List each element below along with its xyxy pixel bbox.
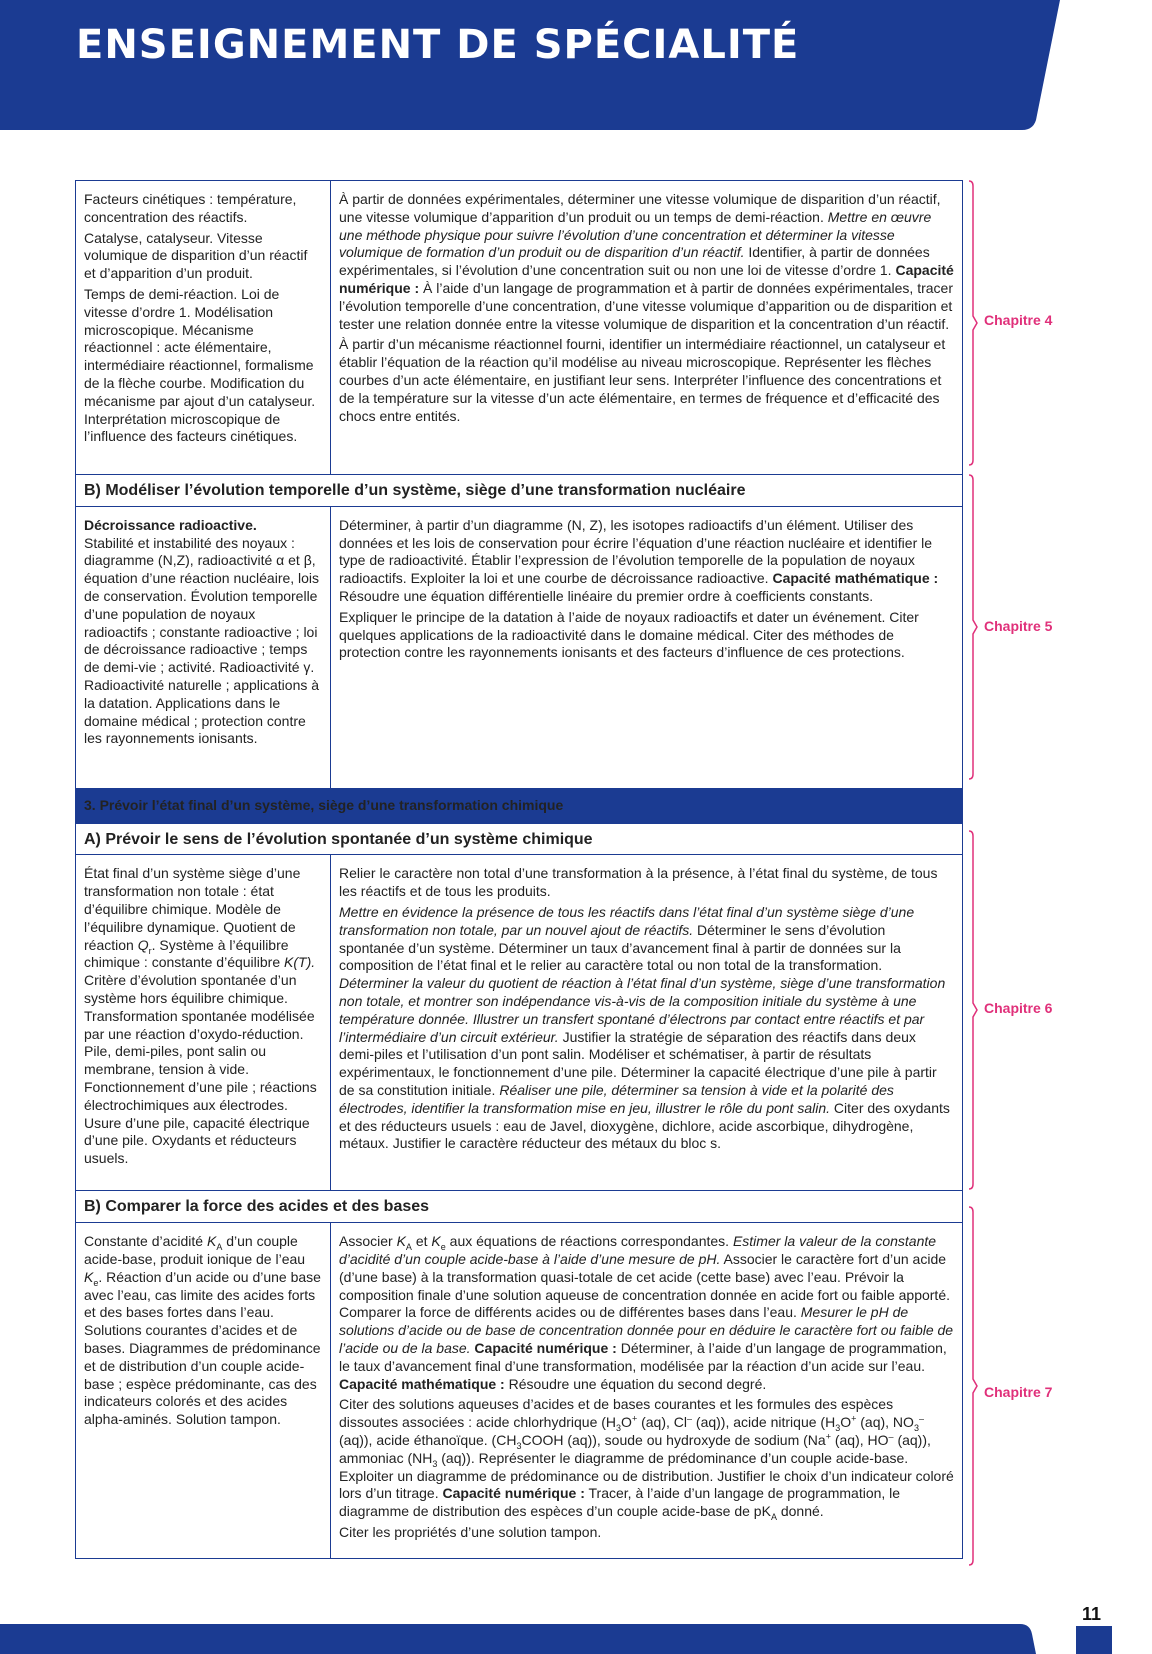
chapter-label: Chapitre 5 — [984, 618, 1053, 634]
section-title: 3. Prévoir l’état final d’un système, siège d’une transformation chimique — [76, 788, 963, 823]
subscript: e — [440, 1241, 446, 1252]
skills-text: Associer le caractère fort d’un acide (d’une base) à la transformation quasi-totale de cet acide (cette base) avec l’eau. Prévoir la composition finale d’une solution aqueuse de concentration donnée en acide fort ou faible apporté. Comparer la force de différents acides ou de différentes bases dans l’eau. — [339, 1250, 950, 1321]
symbol: K — [396, 1233, 406, 1250]
skills-text: Citer des oxydants et des réducteurs usuels : eau de Javel, dioxygène, dichlore, acide ascorbique, dihydrogène, métaux. Justifier le caractère réducteur des métaux du bloc s. — [339, 1099, 950, 1152]
skills-text: O — [840, 1414, 852, 1431]
table-row — [76, 1223, 963, 1559]
chapter-bracket — [968, 830, 978, 1190]
subscript: 3 — [516, 1440, 522, 1451]
subscript: e — [93, 1277, 99, 1288]
subsection-row — [76, 823, 963, 855]
skills-text: aux équations de réactions correspondantes. — [445, 1233, 733, 1250]
skills-text: Déterminer, à partir d’un diagramme (N, Z), les isotopes radioactifs d’un élément. Utiliser des données et les lois de conservation pour écrire l’équation d’une réaction nucléaire et identifier le type de radioactivité. Établir l’expression de l’évolution temporelle de la population de noyaux radioactifs. Exploiter la loi et une courbe de décroissance radioactive. — [339, 516, 933, 587]
knowledge-text: . Système à l’équilibre chimique : constante d’équilibre — [84, 936, 289, 971]
skills-text: Résoudre une équation différentielle linéaire du premier ordre à coefficients constants. — [339, 587, 874, 604]
chapter-label: Chapitre 7 — [984, 1384, 1053, 1400]
subscript: A — [405, 1241, 412, 1252]
knowledge-text: Stabilité et instabilité des noyaux : diagramme (N,Z), radioactivité α et β, équation d’une réaction nucléaire, lois de conservation. Évolution temporelle d’une population de noyaux radioactifs ; constante radioactive ; loi de décroissance radioactive ; temps de demi-vie ; activité. Radioactivité γ. Radioactivité naturelle ; applications à la datation. Applications dans le domaine médical ; protection contre les rayonnements ionisants. — [84, 534, 320, 747]
symbol: Q — [137, 936, 149, 953]
footer-band — [0, 1624, 1152, 1654]
skills-text: Déterminer, à l’aide d’un langage de programmation, le taux d’avancement final d’une transformation, modélisée par la réaction d’un acide sur l’eau. — [339, 1339, 947, 1374]
table-row — [76, 855, 963, 1191]
subscript: r — [148, 945, 152, 956]
skills-text: Tracer, à l’aide d’un langage de programmation, le diagramme de distribution des espèces d’un couple acide-base de pK — [339, 1485, 901, 1520]
knowledge-text: Critère d’évolution spontanée d’un système hors équilibre chimique. Transformation spontanée modélisée par une réaction d’oxydo-réduction. Pile, demi-piles, pont salin ou membrane, tension à vide. Fonctionnement d’une pile ; réactions électrochimiques aux électrodes. Usure d’une pile, capacité électrique d’une pile. Oxydants et réducteurs usuels. — [84, 972, 317, 1167]
capacity-label: Capacité mathématique : — [772, 570, 939, 587]
table-row — [76, 181, 963, 475]
skills-text: Identifier, à partir de données expérimentales, si l’évolution d’une concentration suit ou non une loi de vitesse d’ordre 1. — [339, 244, 930, 279]
symbol: K — [206, 1233, 217, 1250]
knowledge-cell — [76, 855, 331, 1191]
skills-text: À l’aide d’un langage de programmation et à partir de données expérimentales, tracer l’évolution temporelle d’une concentration, d’une vitesse volumique d’apparition ou de disparition et tester une relation donnée entre la vitesse volumique de disparition et la concentration d’un réactif. — [339, 279, 953, 332]
knowledge-cell — [76, 181, 331, 475]
subsection-row — [76, 475, 963, 507]
subscript: A — [216, 1241, 223, 1252]
page-number: 11 — [1082, 1604, 1102, 1624]
table-row — [76, 506, 963, 788]
skills-text: COOH (aq)), soude ou hydroxyde de sodium (Na — [521, 1431, 826, 1448]
subscript: 3 — [835, 1422, 841, 1433]
skills-paragraph — [339, 1233, 954, 1393]
skills-text: Citer des solutions aqueuses d’acides et de bases courantes et les formules des espèces dissoutes associées : acide chlorhydrique (H — [339, 1396, 894, 1431]
skills-text: donné. — [776, 1503, 824, 1520]
skills-cell — [331, 506, 963, 788]
skills-paragraph: À partir d’un mécanisme réactionnel fourni, identifier un intermédiaire réactionnel, un catalyseur et établir l’équation de la réaction qu’il modélise au niveau microscopique. Représenter les flèches courbes d’un acte élémentaire, en justifiant leur sens. Interpréter l’influence des concentrations et de la température sur la vitesse d’un acte élémentaire, en termes de fréquence et d’efficacité des chocs entre entités. — [339, 336, 946, 424]
skills-text: Résoudre une équation du second degré. — [504, 1375, 767, 1392]
skills-activity: Mettre en évidence la présence de tous les réactifs dans l’état final d’un système siège d’une transformation non totale, par un nouvel ajout de réactifs. — [339, 903, 915, 938]
knowledge-cell — [76, 506, 331, 788]
skills-text: (aq)), ammoniac (NH — [339, 1431, 931, 1466]
skills-text: À partir de données expérimentales, déterminer une vitesse volumique de disparition d’un réactif, une vitesse volumique d’apparition d’un produit ou un temps de demi-réaction. — [339, 191, 941, 225]
skills-paragraph: Citer les propriétés d’une solution tampon. — [339, 1523, 602, 1540]
superscript: + — [631, 1413, 638, 1424]
skills-text: (aq)), acide éthanoïque. (CH — [339, 1431, 517, 1448]
skills-paragraph — [339, 1396, 954, 1521]
subsection-title: B) Modéliser l’évolution temporelle d’un système, siège d’une transformation nucléaire — [76, 475, 963, 507]
chapter-bracket — [968, 180, 978, 466]
skills-activity: Estimer la valeur de la constante d’acidité d’un couple acide-base à l’aide d’une mesure de pH. — [339, 1233, 937, 1267]
skills-text: O — [621, 1414, 632, 1431]
subsection-title: B) Comparer la force des acides et des bases — [76, 1191, 963, 1223]
subscript: 3 — [616, 1422, 622, 1433]
chapter-label: Chapitre 4 — [984, 312, 1053, 328]
superscript: – — [918, 1413, 924, 1424]
skills-activity: Réaliser une pile, déterminer sa tension à vide et la polarité des électrodes, identifier la transformation mise en jeu, illustrer le rôle du pont salin. — [339, 1081, 894, 1116]
skills-paragraph — [339, 191, 954, 333]
knowledge-cell — [76, 1223, 331, 1559]
skills-paragraph: Relier le caractère non total d’une transformation à la présence, à l’état final du système, de tous les réactifs et de tous les produits. — [339, 865, 938, 900]
subscript: A — [770, 1511, 777, 1522]
skills-paragraph — [339, 904, 954, 1153]
subsection-row — [76, 1191, 963, 1223]
symbol: K(T). — [284, 954, 316, 971]
skills-activity: Mettre en œuvre une méthode physique pour suivre l’évolution d’une concentration et déterminer la vitesse volumique de formation d’un produit ou de disparition d’un réactif. — [339, 208, 932, 261]
symbol: K — [431, 1233, 441, 1250]
skills-paragraph: Expliquer le principe de la datation à l’aide de noyaux radioactifs et dater un événement. Citer quelques applications de la radioactivité dans le domaine médical. Citer des méthodes de protection contre les rayonnements ionisants et des facteurs d’influence de ces protections. — [339, 608, 919, 661]
skills-text: (aq), Cl — [637, 1414, 687, 1431]
skills-text: Justifier la stratégie de séparation des réactifs dans deux demi-piles et l’utilisation d’un pont salin. Modéliser et schématiser, à partir de résultats expérimentaux, le fonctionnement d’une pile. Déterminer la capacité électrique d’une pile à partir de sa constitution initiale. — [339, 1028, 937, 1098]
knowledge-text: Catalyse, catalyseur. Vitesse volumique de disparition d’un réactif et d’apparition d’un produit. — [84, 229, 308, 282]
program-table — [75, 180, 963, 1559]
symbol: K — [84, 1268, 94, 1285]
skills-paragraph — [339, 517, 954, 606]
skills-activity: Déterminer la valeur du quotient de réaction à l’état final d’un système, siège d’une transformation non totale, et montrer son indépendance vis-à-vis de la composition initiale du système à une température donnée. Illustrer un transfert spontané d’électrons par contact entre réactifs et par l’intermédiaire d’un circuit extérieur. — [339, 975, 946, 1045]
superscript: – — [888, 1431, 894, 1442]
capacity-label: Capacité numérique : — [442, 1485, 585, 1502]
section-row — [76, 788, 963, 823]
skills-activity: Mesurer le pH de solutions d’acide ou de base de concentration donnée pour en déduire le caractère fort ou faible de l’acide ou de la base. — [339, 1304, 954, 1356]
skills-text: (aq)), acide nitrique (H — [692, 1414, 836, 1431]
chapter-bracket — [968, 474, 978, 780]
skills-text: (aq)). Représenter le diagramme de prédominance d’un couple acide-base. Exploiter un diagramme de prédominance ou de distribution. Justifier le choix d’un indicateur coloré lors d’un titrage. — [339, 1449, 954, 1502]
skills-text: et — [411, 1233, 432, 1250]
skills-cell — [331, 181, 963, 475]
skills-text: Associer — [339, 1233, 397, 1250]
capacity-label: Capacité numérique : — [339, 262, 954, 296]
knowledge-text: . Réaction d’un acide ou d’une base avec l’eau, cas limite des acides forts et des bases fortes dans l’eau. Solutions courantes d’acides et de bases. Diagrammes de prédominance et de distribution d’un couple acide-base ; espèce prédominante, cas des indicateurs colorés et des acides alpha-aminés. Solution tampon. — [84, 1268, 321, 1428]
superscript: – — [687, 1413, 693, 1424]
skills-cell — [331, 1223, 963, 1559]
subsection-title: A) Prévoir le sens de l’évolution spontanée d’un système chimique — [76, 823, 963, 855]
knowledge-text: d’un couple acide-base, produit ionique de l’eau — [84, 1233, 306, 1267]
knowledge-text: Facteurs cinétiques : température, concentration des réactifs. — [84, 191, 297, 225]
subscript: 3 — [432, 1458, 438, 1469]
knowledge-text: État final d’un système siège d’une transformation non totale : état d’équilibre chimique. Modèle de l’équilibre dynamique. Quotient de réaction — [84, 865, 301, 953]
skills-text: (aq), HO — [830, 1431, 889, 1448]
knowledge-heading: Décroissance radioactive. — [84, 516, 257, 533]
knowledge-text: Constante d’acidité — [84, 1233, 207, 1250]
knowledge-text: Temps de demi-réaction. Loi de vitesse d’ordre 1. Modélisation microscopique. Mécanisme réactionnel : acte élémentaire, intermédiaire réactionnel, formalisme de la flèche courbe. Modification du mécanisme par ajout d’un catalyseur. Interprétation microscopique de l’influence des facteurs cinétiques. — [84, 285, 316, 445]
page-title: ENSEIGNEMENT DE SPÉCIALITÉ — [76, 22, 800, 68]
capacity-label: Capacité numérique : — [470, 1339, 617, 1356]
superscript: + — [825, 1431, 831, 1442]
chapter-label: Chapitre 6 — [984, 1000, 1053, 1016]
capacity-label: Capacité mathématique : — [339, 1375, 505, 1392]
chapter-bracket — [968, 1206, 978, 1566]
skills-cell — [331, 855, 963, 1191]
skills-text: Déterminer le sens d’évolution spontanée d’un système. Déterminer un taux d’avancement final à partir de données sur la composition de l’état final et le relier au caractère total ou non total de la transformation. — [339, 921, 901, 974]
page-tab — [1076, 1626, 1112, 1654]
superscript: + — [851, 1413, 857, 1424]
skills-text: (aq), NO — [856, 1414, 914, 1431]
subscript: 3 — [913, 1422, 919, 1433]
